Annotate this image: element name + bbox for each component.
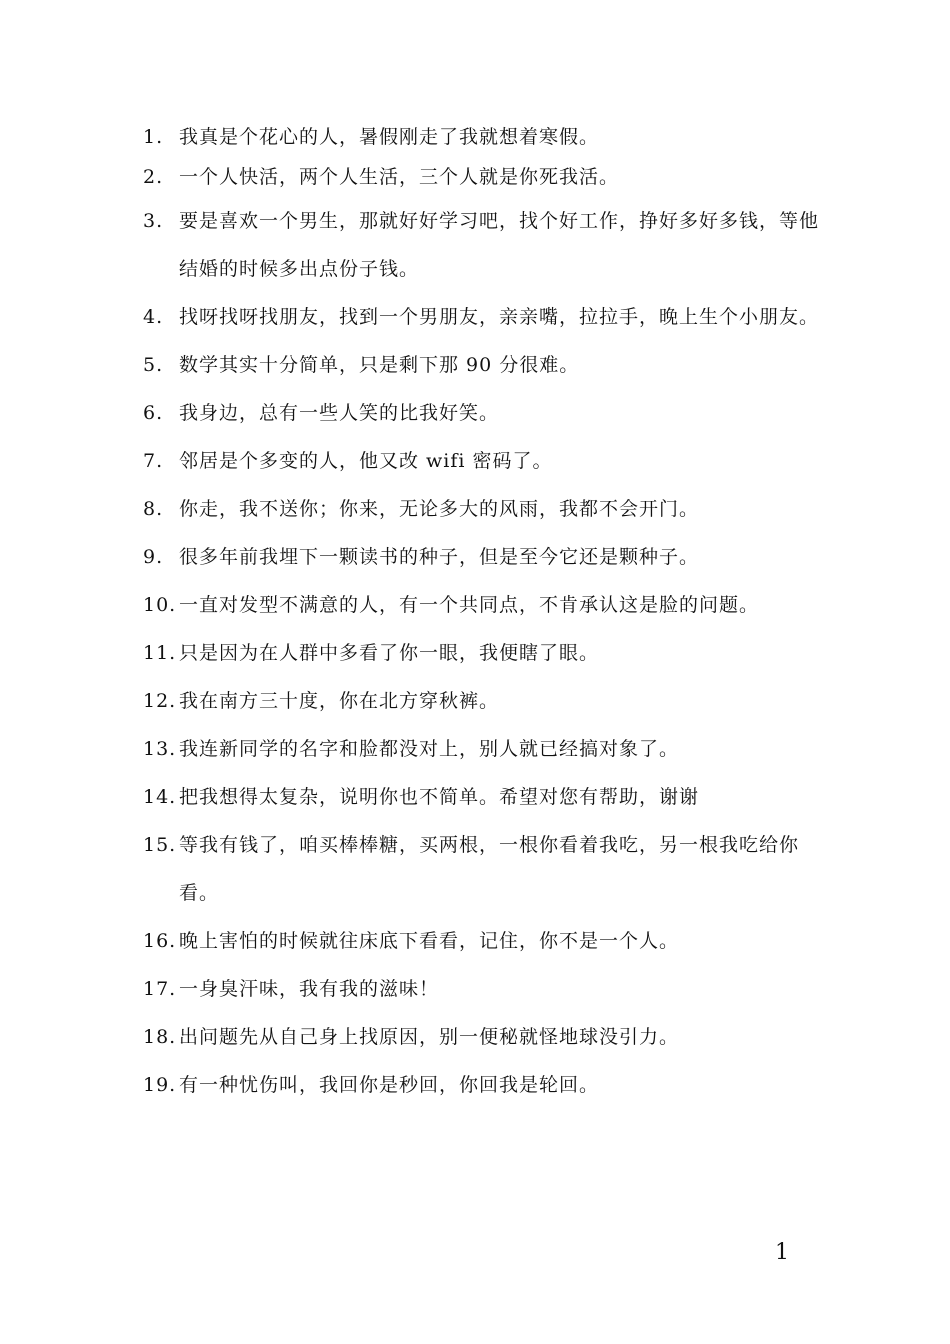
item-number: 13. bbox=[143, 738, 177, 760]
item-text: 我在南方三十度，你在北方穿秋裤。 bbox=[179, 690, 500, 712]
item-number: 14. bbox=[143, 786, 177, 808]
item-text: 很多年前我埋下一颗读书的种子，但是至今它还是颗种子。 bbox=[179, 546, 700, 568]
item-text: 你走，我不送你；你来，无论多大的风雨，我都不会开门。 bbox=[179, 498, 700, 520]
item-text: 我连新同学的名字和脸都没对上，别人就已经搞对象了。 bbox=[179, 738, 680, 760]
item-text: 一直对发型不满意的人，有一个共同点，不肯承认这是脸的问题。 bbox=[179, 594, 760, 616]
item-number: 19. bbox=[143, 1074, 177, 1096]
list-item bbox=[143, 629, 823, 677]
item-number: 18. bbox=[143, 1026, 177, 1048]
item-number: 5. bbox=[143, 354, 164, 376]
list-item bbox=[143, 965, 823, 1013]
item-number: 16. bbox=[143, 930, 177, 952]
item-number: 6. bbox=[143, 402, 164, 424]
list-item bbox=[143, 773, 823, 821]
item-text: 找呀找呀找朋友，找到一个男朋友，亲亲嘴，拉拉手，晚上生个小朋友。 bbox=[179, 306, 820, 328]
list-item bbox=[143, 389, 823, 437]
item-number: 17. bbox=[143, 978, 177, 1000]
list-item bbox=[143, 821, 823, 917]
list-item bbox=[143, 581, 823, 629]
list-item bbox=[143, 485, 823, 533]
item-number: 1. bbox=[143, 126, 164, 148]
item-number: 10. bbox=[143, 594, 177, 616]
item-text: 要是喜欢一个男生，那就好好学习吧，找个好工作，挣好多好多钱，等他结婚的时候多出点份子钱。 bbox=[179, 210, 820, 280]
item-text: 一身臭汗味，我有我的滋味！ bbox=[179, 978, 440, 1000]
item-text: 一个人快活，两个人生活，三个人就是你死我活。 bbox=[179, 166, 620, 188]
item-number: 9. bbox=[143, 546, 164, 568]
list-item bbox=[143, 725, 823, 773]
list-item bbox=[143, 437, 823, 485]
item-text: 出问题先从自己身上找原因，别一便秘就怪地球没引力。 bbox=[179, 1026, 680, 1048]
item-text: 有一种忧伤叫，我回你是秒回，你回我是轮回。 bbox=[179, 1074, 600, 1096]
item-number: 11. bbox=[143, 642, 177, 664]
item-text: 只是因为在人群中多看了你一眼，我便瞎了眼。 bbox=[179, 642, 600, 664]
list-item bbox=[143, 341, 823, 389]
list-item bbox=[143, 197, 823, 293]
list-item bbox=[143, 1061, 823, 1109]
item-text: 邻居是个多变的人，他又改 wifi 密码了。 bbox=[179, 450, 553, 472]
page-number: 1 bbox=[775, 1240, 789, 1265]
item-text: 晚上害怕的时候就往床底下看看，记住，你不是一个人。 bbox=[179, 930, 680, 952]
item-number: 3. bbox=[143, 210, 164, 232]
item-number: 4. bbox=[143, 306, 164, 328]
item-text: 把我想得太复杂，说明你也不简单。希望对您有帮助，谢谢 bbox=[179, 786, 700, 808]
item-number: 15. bbox=[143, 834, 177, 856]
item-text: 我身边，总有一些人笑的比我好笑。 bbox=[179, 402, 500, 424]
list-item bbox=[143, 157, 823, 197]
list-item bbox=[143, 1013, 823, 1061]
list-item bbox=[143, 917, 823, 965]
item-number: 7. bbox=[143, 450, 164, 472]
item-text: 等我有钱了，咱买棒棒糖，买两根，一根你看着我吃，另一根我吃给你看。 bbox=[179, 834, 800, 904]
joke-list bbox=[143, 117, 823, 1109]
list-item bbox=[143, 117, 823, 157]
item-number: 8. bbox=[143, 498, 164, 520]
list-item bbox=[143, 533, 823, 581]
item-text: 我真是个花心的人，暑假刚走了我就想着寒假。 bbox=[179, 126, 600, 148]
list-item bbox=[143, 677, 823, 725]
item-number: 12. bbox=[143, 690, 177, 712]
item-text: 数学其实十分简单，只是剩下那 90 分很难。 bbox=[179, 354, 580, 376]
item-number: 2. bbox=[143, 166, 164, 188]
list-item bbox=[143, 293, 823, 341]
